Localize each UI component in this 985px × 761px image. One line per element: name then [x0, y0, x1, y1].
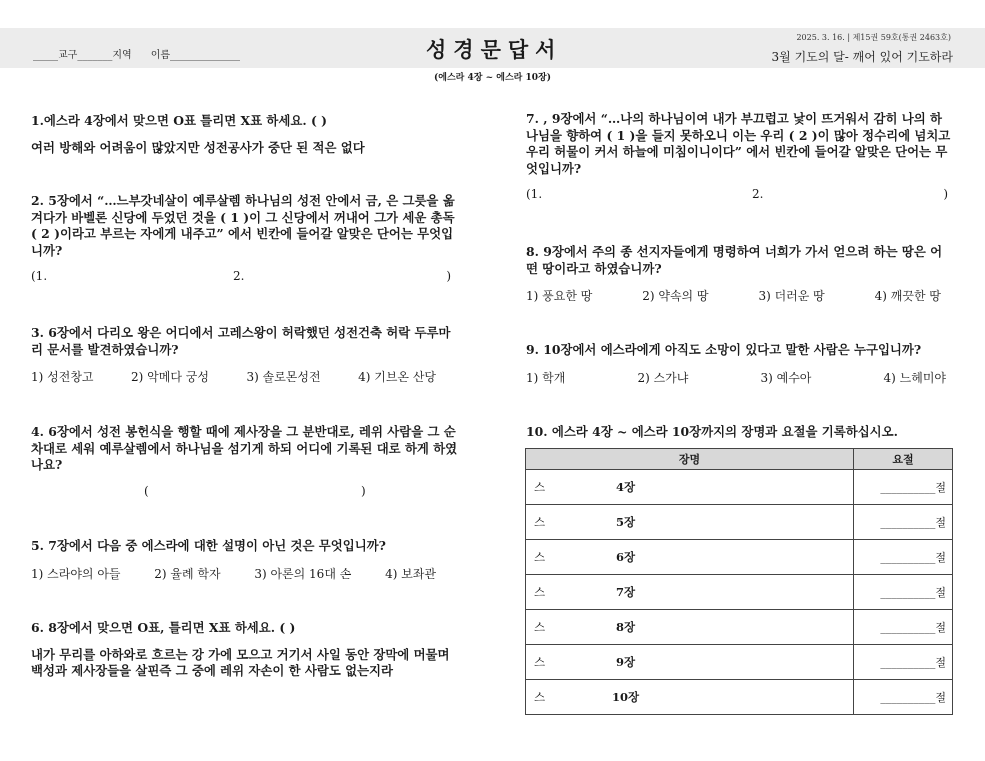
- question-1-text: 1.에스라 4장에서 맞으면 O표 틀리면 X표 하세요. ( ): [31, 113, 327, 128]
- table-row: [526, 540, 953, 575]
- name-fields[interactable]: _____교구_______지역 이름______________: [33, 50, 241, 61]
- chapter-cell: [526, 540, 854, 575]
- option-1[interactable]: 1) 학개: [526, 370, 566, 385]
- book-prefix: 스: [534, 515, 546, 529]
- question-1: [31, 113, 461, 156]
- chapter-number: 5장: [616, 515, 636, 529]
- table-row: [526, 575, 953, 610]
- option-4[interactable]: 4) 깨끗한 땅: [874, 289, 941, 303]
- question-8-text: 8. 9장에서 주의 종 선지자들에게 명령하여 너희가 가서 얻으려 하는 땅은 어떤 땅이라고 하였습니까?: [526, 244, 943, 276]
- question-6: [31, 620, 461, 680]
- question-10: [526, 424, 952, 441]
- month-theme: 3월 기도의 달- 깨어 있어 기도하라: [771, 50, 953, 64]
- verse-input[interactable]: __________절: [854, 505, 953, 540]
- answer-2-label: 2.: [752, 187, 764, 201]
- answer-open: (: [144, 483, 149, 498]
- question-6-text: 6. 8장에서 맞으면 O표, 틀리면 X표 하세요. ( ): [31, 620, 296, 635]
- chapter-cell: [526, 610, 854, 645]
- answer-close: ): [943, 187, 948, 201]
- option-3[interactable]: 3) 솔로몬성전: [246, 370, 321, 384]
- option-3[interactable]: 3) 예수아: [760, 370, 812, 385]
- top-margin: [0, 0, 985, 28]
- chapter-number: 9장: [616, 655, 636, 669]
- option-4[interactable]: 4) 기브온 산당: [358, 370, 436, 384]
- question-2-answer[interactable]: [31, 269, 461, 285]
- chapter-number: 10장: [612, 690, 640, 704]
- option-3[interactable]: 3) 더러운 땅: [758, 289, 825, 303]
- answer-1-label: (1.: [31, 269, 48, 283]
- chapter-cell: [526, 470, 854, 505]
- scripture-range: (에스라 4장 ~ 에스라 10장): [434, 73, 551, 83]
- question-7-text: 7. , 9장에서 “…나의 하나님이여 내가 부끄럽고 낯이 뜨거워서 감히 나의 하나님을 향하여 ( 1 )을 들지 못하오니 이는 우리 ( 2 )이 많아 정수리에 넘치고 우리 허물이 커서 하늘에 미침이니이다” 에서 빈칸에 들어갈 알맞은 단어는 무엇입니까?: [526, 111, 951, 176]
- book-prefix: 스: [534, 550, 546, 564]
- book-prefix: 스: [534, 620, 546, 634]
- option-2[interactable]: 2) 약속의 땅: [642, 289, 709, 303]
- option-1[interactable]: 1) 스라야의 아들: [31, 566, 121, 581]
- book-prefix: 스: [534, 655, 546, 669]
- chapter-verse-table: [525, 448, 953, 715]
- answer-close: ): [361, 483, 366, 498]
- question-3-text: 3. 6장에서 다리오 왕은 어디에서 고레스왕이 허락했던 성전건축 허락 두루마리 문서를 발견하였습니까?: [31, 325, 451, 357]
- table-row: [526, 470, 953, 505]
- verse-input[interactable]: __________절: [854, 680, 953, 715]
- question-5-text: 5. 7장에서 다음 중 에스라에 대한 설명이 아닌 것은 무엇입니까?: [31, 538, 386, 553]
- question-1-statement: 여러 방해와 어려움이 많았지만 성전공사가 중단 된 적은 없다: [31, 139, 365, 155]
- option-2[interactable]: 2) 율례 학자: [154, 566, 221, 581]
- question-9-text: 9. 10장에서 에스라에게 아직도 소망이 있다고 말한 사람은 누구입니까?: [526, 342, 922, 357]
- option-2[interactable]: 2) 스가냐: [637, 370, 689, 385]
- option-1[interactable]: 1) 풍요한 땅: [526, 289, 593, 303]
- table-row: [526, 610, 953, 645]
- question-9: [526, 342, 952, 386]
- book-prefix: 스: [534, 585, 546, 599]
- table-row: [526, 680, 953, 715]
- page-title: 성경문답서: [426, 37, 563, 62]
- chapter-cell: [526, 575, 854, 610]
- chapter-cell: [526, 645, 854, 680]
- column-header-verse: 요절: [854, 449, 953, 470]
- verse-input[interactable]: __________절: [854, 610, 953, 645]
- book-prefix: 스: [534, 690, 546, 704]
- question-2: [31, 193, 461, 285]
- answer-2-label: 2.: [233, 269, 245, 283]
- question-4-text: 4. 6장에서 성전 봉헌식을 행할 때에 제사장을 그 분반대로, 레위 사람을 그 순차대로 세워 예루살렘에서 하나님을 섬기게 하되 어디에 기록된 대로 하게 하였나요?: [31, 424, 458, 472]
- option-1[interactable]: 1) 성전창고: [31, 370, 94, 384]
- question-4-answer[interactable]: [31, 484, 461, 500]
- book-prefix: 스: [534, 480, 546, 494]
- table-row: [526, 505, 953, 540]
- answer-1-label: (1.: [526, 187, 543, 201]
- option-3[interactable]: 3) 아론의 16대 손: [254, 566, 352, 581]
- question-7: [526, 111, 952, 203]
- question-9-options: [526, 369, 946, 386]
- chapter-number: 7장: [616, 585, 636, 599]
- chapter-number: 6장: [616, 550, 636, 564]
- question-10-text: 10. 에스라 4장 ~ 에스라 10장까지의 장명과 요절을 기록하십시오.: [526, 424, 898, 439]
- verse-input[interactable]: __________절: [854, 575, 953, 610]
- table-header-row: [526, 449, 953, 470]
- question-6-statement: 내가 무리를 아하와로 흐르는 강 가에 모으고 거기서 사일 동안 장막에 머물며 백성과 제사장들을 살핀즉 그 중에 레위 자손이 한 사람도 없는지라: [31, 646, 450, 678]
- question-4: [31, 424, 461, 500]
- chapter-cell: [526, 680, 854, 715]
- verse-input[interactable]: __________절: [854, 540, 953, 575]
- question-5: [31, 538, 461, 582]
- option-2[interactable]: 2) 악메다 궁성: [131, 370, 209, 384]
- question-5-options: [31, 565, 436, 582]
- chapter-cell: [526, 505, 854, 540]
- question-3-options: [31, 368, 436, 385]
- question-3: [31, 325, 461, 385]
- question-8-options: [526, 287, 941, 304]
- answer-close: ): [446, 269, 451, 283]
- question-2-text: 2. 5장에서 “…느부갓네살이 예루살렘 하나님의 성전 안에서 금, 은 그릇을 옮겨다가 바벨론 신당에 두었던 것을 ( 1 )이 그 신당에서 꺼내어 그가 세운 총독 ( 2 )이라고 부르는 자에게 내주고” 에서 빈칸에 들어갈 알맞은 단어는 무엇입니까?: [31, 193, 455, 258]
- question-8: [526, 244, 952, 304]
- column-header-chapter: 장명: [526, 449, 854, 470]
- question-7-answer[interactable]: [526, 187, 952, 203]
- option-4[interactable]: 4) 느헤미야: [883, 370, 946, 385]
- table-row: [526, 645, 953, 680]
- verse-input[interactable]: __________절: [854, 645, 953, 680]
- chapter-number: 8장: [616, 620, 636, 634]
- verse-input[interactable]: __________절: [854, 470, 953, 505]
- chapter-number: 4장: [616, 480, 636, 494]
- issue-meta: 2025. 3. 16. | 제15권 59호(통권 2463호): [796, 33, 951, 42]
- option-4[interactable]: 4) 보좌관: [385, 566, 436, 581]
